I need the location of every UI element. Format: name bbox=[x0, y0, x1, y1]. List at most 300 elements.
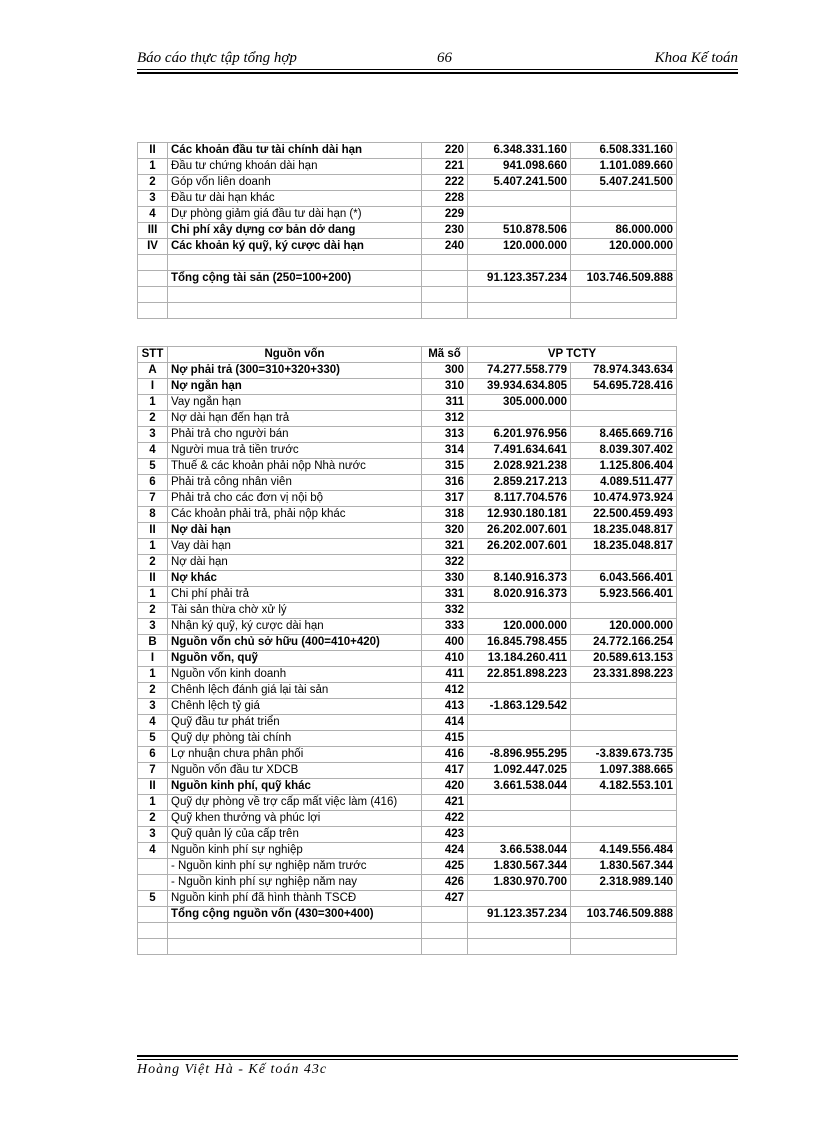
row-value-2 bbox=[571, 207, 677, 223]
row-stt: 2 bbox=[138, 603, 168, 619]
footer-rule bbox=[137, 1059, 738, 1060]
row-value-1: 8.140.916.373 bbox=[468, 571, 571, 587]
report-title: Báo cáo thực tập tổng hợp bbox=[137, 50, 297, 66]
row-code: 412 bbox=[422, 683, 468, 699]
row-label: Quỹ quản lý của cấp trên bbox=[168, 827, 422, 843]
row-value-1 bbox=[468, 683, 571, 699]
row-code: 400 bbox=[422, 635, 468, 651]
row-stt: 3 bbox=[138, 427, 168, 443]
row-label: Đầu tư dài hạn khác bbox=[168, 191, 422, 207]
table-row bbox=[138, 411, 677, 427]
row-value-1 bbox=[468, 555, 571, 571]
row-stt: 2 bbox=[138, 811, 168, 827]
row-value-1: 26.202.007.601 bbox=[468, 539, 571, 555]
row-stt bbox=[138, 303, 168, 319]
assets-table bbox=[137, 142, 677, 319]
row-stt: II bbox=[138, 523, 168, 539]
row-code bbox=[422, 303, 468, 319]
row-label: Người mua trả tiền trước bbox=[168, 443, 422, 459]
row-stt: B bbox=[138, 635, 168, 651]
table-row bbox=[138, 571, 677, 587]
row-value-2: 24.772.166.254 bbox=[571, 635, 677, 651]
row-value-2 bbox=[571, 603, 677, 619]
table-row bbox=[138, 635, 677, 651]
row-label: Các khoản ký quỹ, ký cược dài hạn bbox=[168, 239, 422, 255]
row-label: - Nguồn kinh phí sự nghiệp năm trước bbox=[168, 859, 422, 875]
table-row bbox=[138, 159, 677, 175]
row-value-2 bbox=[571, 555, 677, 571]
row-value-1 bbox=[468, 303, 571, 319]
row-code: 222 bbox=[422, 175, 468, 191]
row-stt: 7 bbox=[138, 491, 168, 507]
row-value-1 bbox=[468, 207, 571, 223]
row-value-1 bbox=[468, 255, 571, 271]
header-code: Mã số bbox=[422, 347, 468, 363]
table-row bbox=[138, 795, 677, 811]
row-label: Nguồn kinh phí, quỹ khác bbox=[168, 779, 422, 795]
table-row bbox=[138, 175, 677, 191]
row-stt: 1 bbox=[138, 667, 168, 683]
row-value-2: 1.125.806.404 bbox=[571, 459, 677, 475]
row-value-1: 8.117.704.576 bbox=[468, 491, 571, 507]
row-value-2: 120.000.000 bbox=[571, 619, 677, 635]
table-row bbox=[138, 667, 677, 683]
row-stt: II bbox=[138, 779, 168, 795]
row-code: 422 bbox=[422, 811, 468, 827]
row-value-2: -3.839.673.735 bbox=[571, 747, 677, 763]
table-row bbox=[138, 747, 677, 763]
row-code: 310 bbox=[422, 379, 468, 395]
row-value-1: 1.830.970.700 bbox=[468, 875, 571, 891]
row-value-1: 510.878.506 bbox=[468, 223, 571, 239]
row-code: 416 bbox=[422, 747, 468, 763]
row-code: 423 bbox=[422, 827, 468, 843]
row-code: 321 bbox=[422, 539, 468, 555]
row-value-1: 305.000.000 bbox=[468, 395, 571, 411]
table-row bbox=[138, 459, 677, 475]
row-code: 313 bbox=[422, 427, 468, 443]
row-code: 333 bbox=[422, 619, 468, 635]
row-value-1: 1.092.447.025 bbox=[468, 763, 571, 779]
row-code: 320 bbox=[422, 523, 468, 539]
table-row bbox=[138, 539, 677, 555]
page-number: 66 bbox=[437, 50, 452, 66]
table-row bbox=[138, 763, 677, 779]
row-stt: I bbox=[138, 651, 168, 667]
row-label: Quỹ dự phòng về trợ cấp mất việc làm (416) bbox=[168, 795, 422, 811]
row-value-1 bbox=[468, 795, 571, 811]
row-value-1 bbox=[468, 411, 571, 427]
row-value-1: 91.123.357.234 bbox=[468, 907, 571, 923]
row-value-2: 10.474.973.924 bbox=[571, 491, 677, 507]
row-value-2: 18.235.048.817 bbox=[571, 523, 677, 539]
row-label: Nợ ngắn hạn bbox=[168, 379, 422, 395]
row-value-2 bbox=[571, 811, 677, 827]
row-value-1: 26.202.007.601 bbox=[468, 523, 571, 539]
row-code: 331 bbox=[422, 587, 468, 603]
row-stt bbox=[138, 859, 168, 875]
row-value-2: 103.746.509.888 bbox=[571, 271, 677, 287]
row-label: Quỹ dự phòng tài chính bbox=[168, 731, 422, 747]
row-code: 312 bbox=[422, 411, 468, 427]
table-row bbox=[138, 207, 677, 223]
row-stt bbox=[138, 271, 168, 287]
table-row bbox=[138, 731, 677, 747]
row-stt: 1 bbox=[138, 587, 168, 603]
row-code: 322 bbox=[422, 555, 468, 571]
row-code: 413 bbox=[422, 699, 468, 715]
row-value-1: 941.098.660 bbox=[468, 159, 571, 175]
row-value-2: 8.465.669.716 bbox=[571, 427, 677, 443]
row-value-2 bbox=[571, 731, 677, 747]
row-label: Dự phòng giảm giá đầu tư dài hạn (*) bbox=[168, 207, 422, 223]
row-value-2 bbox=[571, 411, 677, 427]
row-code: 410 bbox=[422, 651, 468, 667]
table-row bbox=[138, 907, 677, 923]
row-label: Nguồn vốn kinh doanh bbox=[168, 667, 422, 683]
row-value-2: 5.923.566.401 bbox=[571, 587, 677, 603]
header-organization: VP TCTY bbox=[468, 347, 677, 363]
row-value-2 bbox=[571, 255, 677, 271]
table-row bbox=[138, 239, 677, 255]
row-label bbox=[168, 939, 422, 955]
row-label: Nguồn vốn, quỹ bbox=[168, 651, 422, 667]
table-header-row bbox=[138, 347, 677, 363]
table-row bbox=[138, 287, 677, 303]
header-rule bbox=[137, 69, 738, 70]
row-stt: 3 bbox=[138, 619, 168, 635]
row-label: Phải trả cho người bán bbox=[168, 427, 422, 443]
row-stt: 6 bbox=[138, 475, 168, 491]
row-value-1 bbox=[468, 939, 571, 955]
row-label: Vay dài hạn bbox=[168, 539, 422, 555]
row-stt: II bbox=[138, 571, 168, 587]
row-value-2: 54.695.728.416 bbox=[571, 379, 677, 395]
row-code: 318 bbox=[422, 507, 468, 523]
row-code bbox=[422, 271, 468, 287]
row-label: Nguồn vốn đầu tư XDCB bbox=[168, 763, 422, 779]
table-row bbox=[138, 443, 677, 459]
row-code: 414 bbox=[422, 715, 468, 731]
row-stt: 4 bbox=[138, 443, 168, 459]
row-value-1: 2.028.921.238 bbox=[468, 459, 571, 475]
row-stt: 4 bbox=[138, 843, 168, 859]
row-stt: 1 bbox=[138, 395, 168, 411]
row-code: 316 bbox=[422, 475, 468, 491]
row-code: 420 bbox=[422, 779, 468, 795]
table-row bbox=[138, 843, 677, 859]
row-value-1 bbox=[468, 827, 571, 843]
row-stt: 6 bbox=[138, 747, 168, 763]
row-value-1: 6.201.976.956 bbox=[468, 427, 571, 443]
row-value-1: 39.934.634.805 bbox=[468, 379, 571, 395]
row-value-1 bbox=[468, 811, 571, 827]
row-value-2: 78.974.343.634 bbox=[571, 363, 677, 379]
row-stt bbox=[138, 907, 168, 923]
table-row bbox=[138, 191, 677, 207]
table-row bbox=[138, 271, 677, 287]
table-row bbox=[138, 811, 677, 827]
row-label bbox=[168, 287, 422, 303]
footer-rule-thick bbox=[137, 1055, 738, 1057]
row-value-2 bbox=[571, 683, 677, 699]
table-row bbox=[138, 779, 677, 795]
row-stt: 3 bbox=[138, 827, 168, 843]
department-name: Khoa Kế toán bbox=[654, 50, 738, 66]
row-label: Nguồn vốn chủ sở hữu (400=410+420) bbox=[168, 635, 422, 651]
row-stt: II bbox=[138, 143, 168, 159]
row-value-2: 103.746.509.888 bbox=[571, 907, 677, 923]
table-row bbox=[138, 379, 677, 395]
row-code bbox=[422, 907, 468, 923]
row-stt bbox=[138, 287, 168, 303]
row-value-1 bbox=[468, 731, 571, 747]
table-row bbox=[138, 363, 677, 379]
row-value-2: 120.000.000 bbox=[571, 239, 677, 255]
row-value-1 bbox=[468, 287, 571, 303]
row-code: 221 bbox=[422, 159, 468, 175]
row-value-2: 22.500.459.493 bbox=[571, 507, 677, 523]
table-row bbox=[138, 603, 677, 619]
row-label: Nợ dài hạn bbox=[168, 523, 422, 539]
row-code: 311 bbox=[422, 395, 468, 411]
row-label: Nguồn kinh phí sự nghiệp bbox=[168, 843, 422, 859]
table-row bbox=[138, 555, 677, 571]
row-code bbox=[422, 939, 468, 955]
table-row bbox=[138, 651, 677, 667]
row-code bbox=[422, 923, 468, 939]
row-value-1: 3.66.538.044 bbox=[468, 843, 571, 859]
row-value-1: -8.896.955.295 bbox=[468, 747, 571, 763]
row-code: 240 bbox=[422, 239, 468, 255]
row-value-1 bbox=[468, 191, 571, 207]
row-stt: 3 bbox=[138, 191, 168, 207]
row-code: 427 bbox=[422, 891, 468, 907]
row-code: 220 bbox=[422, 143, 468, 159]
row-label: Nợ dài hạn đến hạn trả bbox=[168, 411, 422, 427]
row-value-1: 6.348.331.160 bbox=[468, 143, 571, 159]
table-row bbox=[138, 395, 677, 411]
header-rule-thick bbox=[137, 72, 738, 74]
row-stt: 1 bbox=[138, 795, 168, 811]
row-value-1: 16.845.798.455 bbox=[468, 635, 571, 651]
row-value-2 bbox=[571, 891, 677, 907]
row-value-1: 2.859.217.213 bbox=[468, 475, 571, 491]
row-code: 424 bbox=[422, 843, 468, 859]
row-code: 426 bbox=[422, 875, 468, 891]
row-value-1: 12.930.180.181 bbox=[468, 507, 571, 523]
row-value-2: 8.039.307.402 bbox=[571, 443, 677, 459]
table-row bbox=[138, 587, 677, 603]
row-label: Chênh lệch đánh giá lại tài sản bbox=[168, 683, 422, 699]
table-row bbox=[138, 683, 677, 699]
table-row bbox=[138, 875, 677, 891]
row-code: 230 bbox=[422, 223, 468, 239]
author-footer: Hoàng Việt Hà - Kế toán 43c bbox=[137, 1062, 328, 1077]
row-stt: 5 bbox=[138, 731, 168, 747]
table-row bbox=[138, 939, 677, 955]
row-code: 314 bbox=[422, 443, 468, 459]
row-value-2: 4.182.553.101 bbox=[571, 779, 677, 795]
row-code: 411 bbox=[422, 667, 468, 683]
row-stt bbox=[138, 923, 168, 939]
row-value-1: 7.491.634.641 bbox=[468, 443, 571, 459]
row-value-2: 18.235.048.817 bbox=[571, 539, 677, 555]
row-label: Góp vốn liên doanh bbox=[168, 175, 422, 191]
row-stt: 7 bbox=[138, 763, 168, 779]
row-stt: IV bbox=[138, 239, 168, 255]
row-label: Quỹ khen thưởng và phúc lợi bbox=[168, 811, 422, 827]
row-code: 300 bbox=[422, 363, 468, 379]
row-label: Phải trả công nhân viên bbox=[168, 475, 422, 491]
table-row bbox=[138, 491, 677, 507]
row-label: Thuế & các khoản phải nộp Nhà nước bbox=[168, 459, 422, 475]
row-value-2 bbox=[571, 287, 677, 303]
row-stt: 4 bbox=[138, 207, 168, 223]
row-label: Chi phí phải trả bbox=[168, 587, 422, 603]
row-label: Nợ phải trả (300=310+320+330) bbox=[168, 363, 422, 379]
row-label: Chi phí xây dựng cơ bản dở dang bbox=[168, 223, 422, 239]
table-row bbox=[138, 827, 677, 843]
row-value-2: 20.589.613.153 bbox=[571, 651, 677, 667]
row-value-1 bbox=[468, 715, 571, 731]
row-value-1: 120.000.000 bbox=[468, 239, 571, 255]
row-value-1: 74.277.558.779 bbox=[468, 363, 571, 379]
row-value-1: 91.123.357.234 bbox=[468, 271, 571, 287]
row-code: 330 bbox=[422, 571, 468, 587]
row-value-1: 3.661.538.044 bbox=[468, 779, 571, 795]
row-value-2: 1.097.388.665 bbox=[571, 763, 677, 779]
table-row bbox=[138, 891, 677, 907]
row-value-2: 23.331.898.223 bbox=[571, 667, 677, 683]
table-row bbox=[138, 859, 677, 875]
row-value-2 bbox=[571, 699, 677, 715]
row-label bbox=[168, 923, 422, 939]
row-stt: 5 bbox=[138, 459, 168, 475]
row-value-2: 1.101.089.660 bbox=[571, 159, 677, 175]
row-code bbox=[422, 255, 468, 271]
row-code: 228 bbox=[422, 191, 468, 207]
row-label: Các khoản đầu tư tài chính dài hạn bbox=[168, 143, 422, 159]
row-label: Vay ngắn hạn bbox=[168, 395, 422, 411]
header-stt: STT bbox=[138, 347, 168, 363]
row-value-1 bbox=[468, 891, 571, 907]
row-label: Tổng cộng nguồn vốn (430=300+400) bbox=[168, 907, 422, 923]
row-value-2: 4.089.511.477 bbox=[571, 475, 677, 491]
row-code: 332 bbox=[422, 603, 468, 619]
row-value-2: 6.508.331.160 bbox=[571, 143, 677, 159]
row-stt: I bbox=[138, 379, 168, 395]
row-code: 425 bbox=[422, 859, 468, 875]
row-stt: 8 bbox=[138, 507, 168, 523]
table-row bbox=[138, 255, 677, 271]
row-stt: 2 bbox=[138, 555, 168, 571]
row-code: 417 bbox=[422, 763, 468, 779]
row-stt: 2 bbox=[138, 175, 168, 191]
row-label: Đầu tư chứng khoán dài hạn bbox=[168, 159, 422, 175]
row-label: Nợ dài hạn bbox=[168, 555, 422, 571]
row-value-1: 120.000.000 bbox=[468, 619, 571, 635]
row-stt: 4 bbox=[138, 715, 168, 731]
row-value-1: 1.830.567.344 bbox=[468, 859, 571, 875]
table-row bbox=[138, 223, 677, 239]
row-label: - Nguồn kinh phí sự nghiệp năm nay bbox=[168, 875, 422, 891]
row-value-2 bbox=[571, 303, 677, 319]
row-stt bbox=[138, 939, 168, 955]
table-row bbox=[138, 427, 677, 443]
row-value-1 bbox=[468, 603, 571, 619]
row-label: Phải trả cho các đơn vị nội bộ bbox=[168, 491, 422, 507]
row-value-2: 86.000.000 bbox=[571, 223, 677, 239]
row-stt bbox=[138, 255, 168, 271]
liabilities-equity-table bbox=[137, 346, 677, 955]
row-code: 317 bbox=[422, 491, 468, 507]
row-stt: 3 bbox=[138, 699, 168, 715]
table-row bbox=[138, 715, 677, 731]
row-stt: 2 bbox=[138, 683, 168, 699]
row-value-2: 4.149.556.484 bbox=[571, 843, 677, 859]
table-row bbox=[138, 143, 677, 159]
table-row bbox=[138, 475, 677, 491]
row-value-2 bbox=[571, 795, 677, 811]
row-label: Nợ khác bbox=[168, 571, 422, 587]
row-label: Các khoản phải trả, phải nộp khác bbox=[168, 507, 422, 523]
row-value-1: -1.863.129.542 bbox=[468, 699, 571, 715]
row-label: Nhận ký quỹ, ký cược dài hạn bbox=[168, 619, 422, 635]
row-code: 315 bbox=[422, 459, 468, 475]
row-label bbox=[168, 255, 422, 271]
row-stt: 1 bbox=[138, 159, 168, 175]
row-label: Lợ nhuận chưa phân phối bbox=[168, 747, 422, 763]
row-label bbox=[168, 303, 422, 319]
row-value-2: 1.830.567.344 bbox=[571, 859, 677, 875]
row-value-2 bbox=[571, 939, 677, 955]
row-value-1: 8.020.916.373 bbox=[468, 587, 571, 603]
row-value-2 bbox=[571, 827, 677, 843]
row-label: Chênh lệch tỷ giá bbox=[168, 699, 422, 715]
row-value-1: 22.851.898.223 bbox=[468, 667, 571, 683]
row-value-2 bbox=[571, 191, 677, 207]
table-row bbox=[138, 523, 677, 539]
row-label: Tổng cộng tài sản (250=100+200) bbox=[168, 271, 422, 287]
row-stt: III bbox=[138, 223, 168, 239]
row-code: 421 bbox=[422, 795, 468, 811]
row-label: Quỹ đầu tư phát triển bbox=[168, 715, 422, 731]
row-value-1: 13.184.260.411 bbox=[468, 651, 571, 667]
row-stt: A bbox=[138, 363, 168, 379]
row-value-2 bbox=[571, 715, 677, 731]
row-label: Nguồn kinh phí đã hình thành TSCĐ bbox=[168, 891, 422, 907]
row-value-1: 5.407.241.500 bbox=[468, 175, 571, 191]
row-stt: 5 bbox=[138, 891, 168, 907]
row-value-2 bbox=[571, 395, 677, 411]
row-value-2: 5.407.241.500 bbox=[571, 175, 677, 191]
row-value-1 bbox=[468, 923, 571, 939]
row-stt: 2 bbox=[138, 411, 168, 427]
row-value-2: 6.043.566.401 bbox=[571, 571, 677, 587]
table-row bbox=[138, 507, 677, 523]
header-source: Nguồn vốn bbox=[168, 347, 422, 363]
row-code: 415 bbox=[422, 731, 468, 747]
row-stt bbox=[138, 875, 168, 891]
table-row bbox=[138, 923, 677, 939]
row-value-2: 2.318.989.140 bbox=[571, 875, 677, 891]
row-code: 229 bbox=[422, 207, 468, 223]
table-row bbox=[138, 303, 677, 319]
row-code bbox=[422, 287, 468, 303]
row-value-2 bbox=[571, 923, 677, 939]
table-row bbox=[138, 619, 677, 635]
